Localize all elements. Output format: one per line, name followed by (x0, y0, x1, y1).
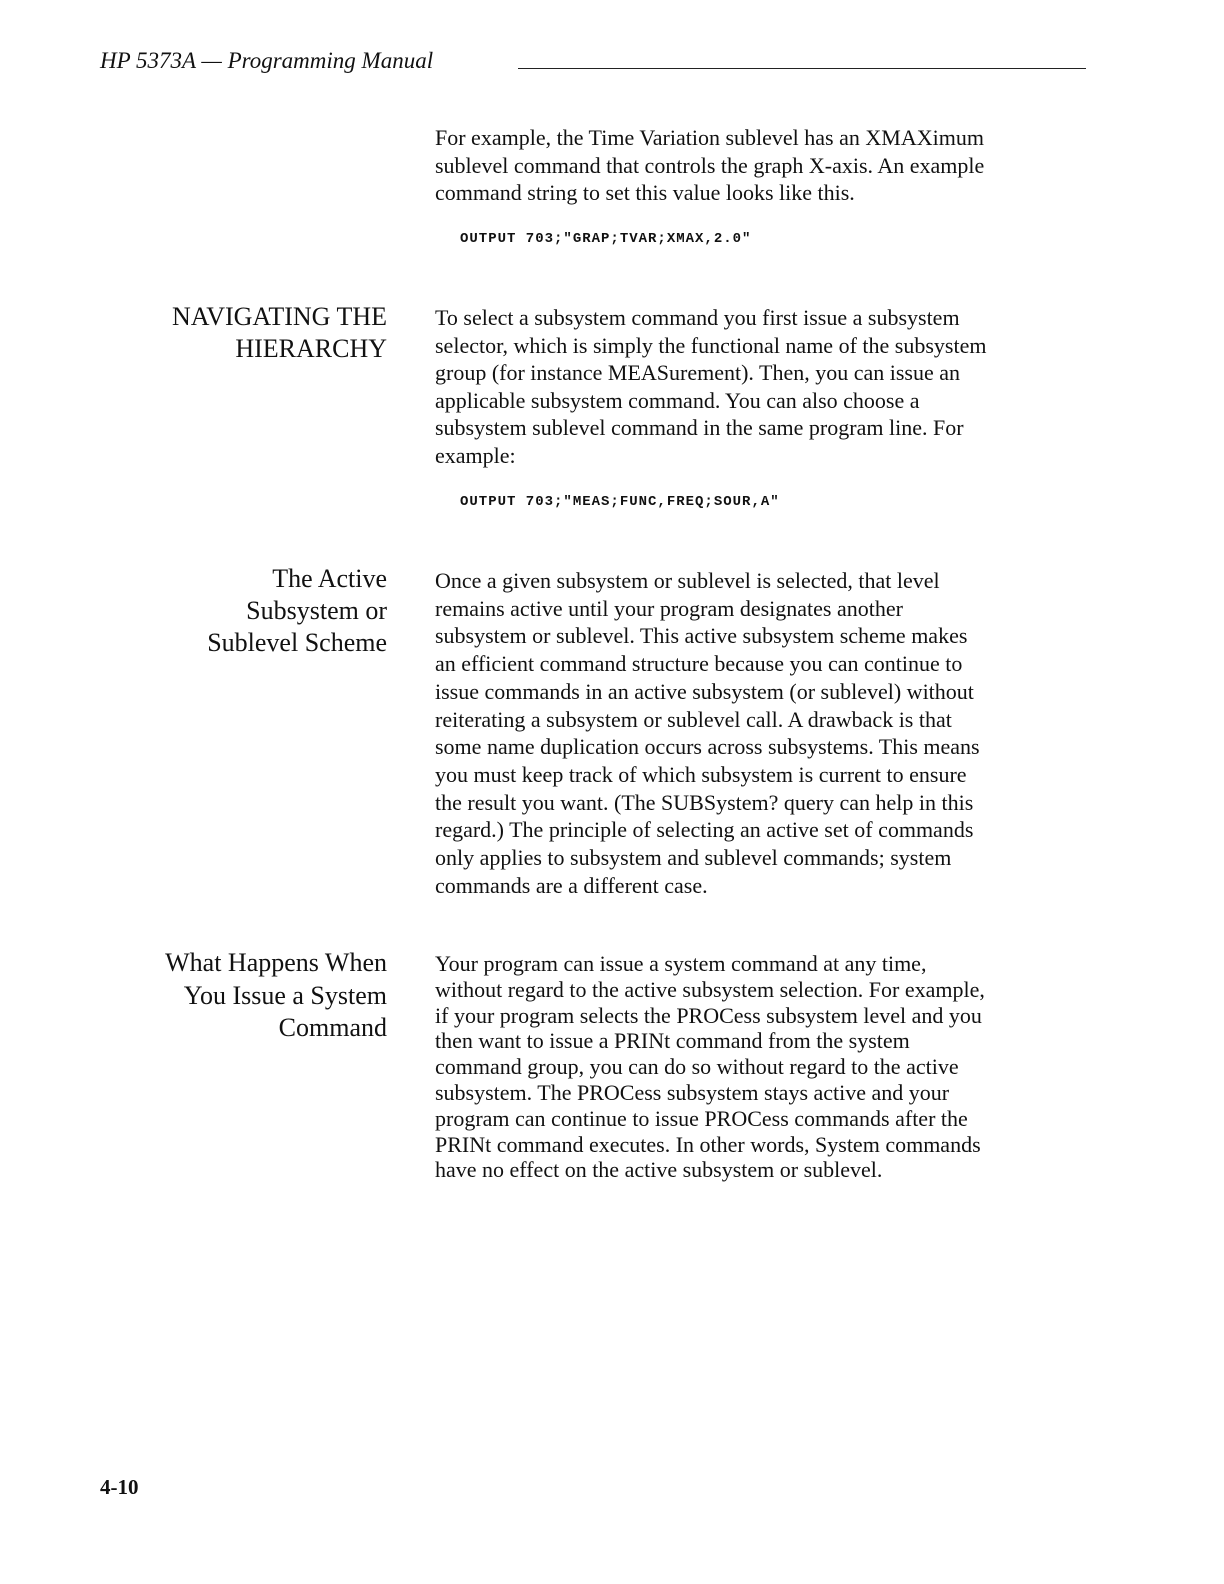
text-line: HIERARCHY (235, 334, 387, 363)
text-line: sublevel command that controls the graph X-axis. An example (435, 152, 985, 178)
text-line: You Issue a System (183, 980, 387, 1010)
text-line: command group, you can do so without regard to the active (435, 1054, 959, 1080)
text-line: subsystem sublevel command in the same program line. For (435, 415, 964, 440)
text-line: group (for instance MEASurement). Then, you can issue an (435, 360, 961, 385)
heading-active-subsystem (207, 563, 387, 659)
code-example-graph: OUTPUT 703;"GRAP;TVAR;XMAX,2.0" (460, 231, 752, 247)
text-line: commands are a different case. (435, 872, 708, 898)
heading-system-command (165, 947, 387, 1045)
text-line: the result you want. (The SUBSystem? query can help in this (435, 789, 974, 815)
text-line: NAVIGATING THE (172, 302, 387, 331)
text-line: Subsystem or (246, 596, 387, 625)
text-line: Your program can issue a system command at any time, (435, 951, 927, 976)
text-line: an efficient command structure because you can continue to (435, 651, 963, 677)
text-line: What Happens When (165, 948, 387, 977)
text-line: have no effect on the active subsystem or sublevel. (435, 1157, 883, 1183)
text-line: The Active (272, 564, 387, 593)
text-line: reiterating a subsystem or sublevel call. A drawback is that (435, 706, 952, 732)
text-line: Command (278, 1013, 387, 1042)
paragraph-system-command (435, 951, 985, 1183)
page-number: 4-10 (100, 1475, 139, 1499)
text-line: For example, the Time Variation sublevel has an XMAXimum (435, 125, 984, 150)
text-line: selector, which is simply the functional name of the subsystem (435, 332, 987, 358)
text-line: if your program selects the PROCess subsystem level and you (435, 1002, 982, 1028)
text-line: command string to set this value looks like this. (435, 180, 855, 205)
text-line: subsystem or sublevel. This active subsystem scheme makes (435, 623, 968, 649)
text-line: Once a given subsystem or sublevel is selected, that level (435, 568, 940, 593)
text-line: applicable subsystem command. You can also choose a (435, 387, 920, 413)
code-example-meas: OUTPUT 703;"MEAS;FUNC,FREQ;SOUR,A" (460, 494, 780, 510)
text-line: then want to issue a PRINt command from the system (435, 1028, 910, 1054)
text-line: some name duplication occurs across subsystems. This means (435, 734, 980, 760)
paragraph-navigating (435, 304, 986, 469)
text-line: remains active until your program designates another (435, 595, 903, 621)
header-rule (518, 68, 1086, 69)
text-line: regard.) The principle of selecting an active set of commands (435, 817, 974, 843)
text-line: subsystem. The PROCess subsystem stays active and your (435, 1079, 950, 1105)
text-line: without regard to the active subsystem selection. For example, (435, 976, 985, 1002)
text-line: program can continue to issue PROCess commands after the (435, 1105, 968, 1131)
text-line: Sublevel Scheme (207, 628, 387, 657)
text-line: To select a subsystem command you first issue a subsystem (435, 305, 960, 330)
intro-paragraph (435, 124, 984, 207)
paragraph-active-subsystem (435, 567, 980, 899)
text-line: only applies to subsystem and sublevel commands; system (435, 845, 952, 871)
text-line: issue commands in an active subsystem (or sublevel) without (435, 678, 974, 704)
text-line: PRINt command executes. In other words, System commands (435, 1131, 981, 1157)
text-line: example: (435, 442, 516, 468)
heading-navigating-hierarchy (172, 301, 387, 365)
running-header: HP 5373A — Programming Manual (100, 48, 434, 73)
text-line: you must keep track of which subsystem is current to ensure (435, 761, 967, 787)
